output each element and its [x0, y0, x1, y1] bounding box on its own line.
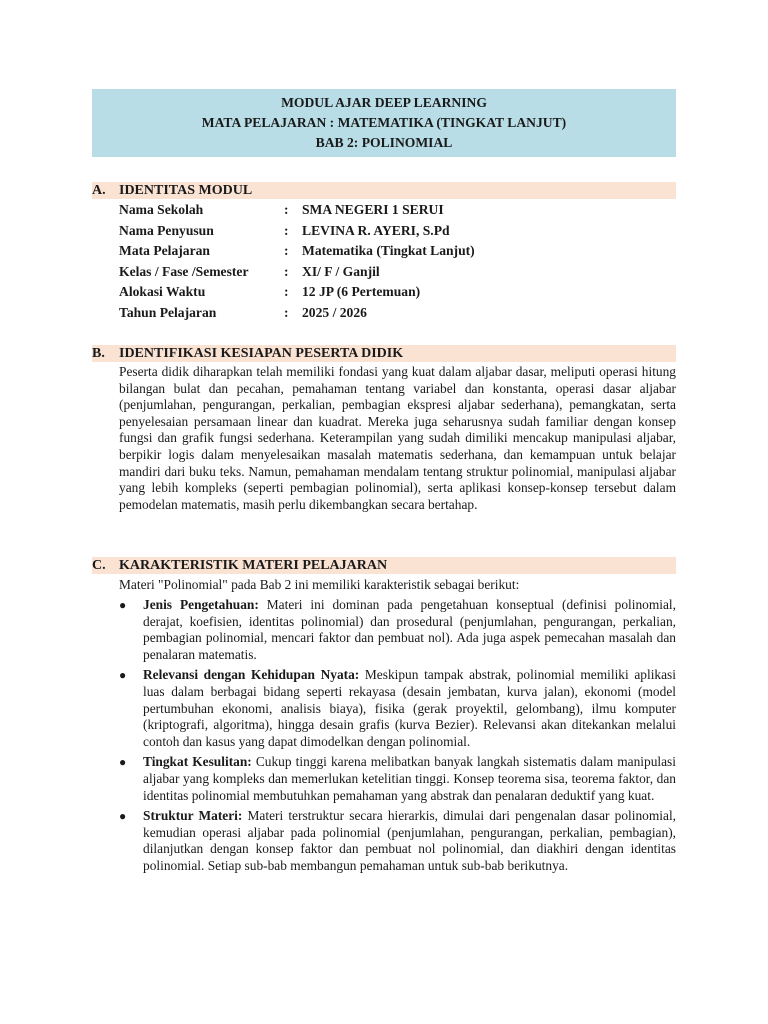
- identity-label: Nama Penyusun: [119, 222, 214, 238]
- identity-value: 12 JP (6 Pertemuan): [302, 284, 421, 300]
- bullet-icon: ●: [119, 809, 127, 824]
- section-b-title: IDENTIFIKASI KESIAPAN PESERTA DIDIK: [119, 346, 404, 361]
- section-b-letter: B.: [92, 346, 105, 361]
- chapter-title: BAB 2: POLINOMIAL: [315, 135, 453, 150]
- section-c-heading: [92, 557, 676, 574]
- bullet-icon: ●: [119, 668, 127, 683]
- bullet-icon: ●: [119, 598, 127, 612]
- list-item-term: Relevansi dengan Kehidupan Nyata:: [143, 667, 360, 683]
- identity-label: Tahun Pelajaran: [119, 304, 217, 320]
- identity-value: Matematika (Tingkat Lanjut): [302, 243, 475, 259]
- identity-label: Kelas / Fase /Semester: [119, 263, 249, 279]
- readiness-paragraph: Peserta didik diharapkan telah memiliki fondasi yang kuat dalam aljabar dasar, meliputi operasi hitung bilangan bulat dan pecahan, pemahaman tentang variabel dan konstanta, operasi dasar aljabar (penjumlahan, pengurangan, perkalian, pembagian ekspresi aljabar sederhana), pemangkatan, serta penyelesaian persamaan linear dan kuadrat. Mereka juga seharusnya sudah familiar dengan konsep fungsi dan grafik fungsi sederhana. Keterampilan yang sudah dimiliki mencakup manipulasi aljabar, berpikir logis dalam menyelesaikan masalah matematis sederhana, dan kemampuan untuk belajar mandiri dari buku teks. Namun, pemahaman mendalam tentang struktur polinomial, manipulasi aljabar yang lebih kompleks (seperti pembagian polinomial), serta aplikasi konsep-konsep tersebut dalam pemodelan matematis, masih perlu dikembangkan secara bertahap.: [119, 364, 676, 512]
- identity-value: SMA NEGERI 1 SERUI: [302, 202, 444, 217]
- document-title-box: [92, 89, 676, 157]
- identity-separator: :: [284, 202, 289, 217]
- identity-separator: :: [284, 263, 289, 279]
- characteristics-intro: Materi "Polinomial" pada Bab 2 ini memiliki karakteristik sebagai berikut:: [119, 577, 520, 592]
- identity-separator: :: [284, 304, 289, 320]
- characteristics-list: [119, 597, 676, 879]
- section-b-heading: [92, 345, 676, 362]
- section-a-title: IDENTITAS MODUL: [119, 183, 253, 198]
- identity-label: Alokasi Waktu: [119, 284, 206, 300]
- subject-title: MATA PELAJARAN : MATEMATIKA (TINGKAT LANJUT): [201, 115, 567, 130]
- section-c-letter: C.: [92, 558, 106, 573]
- list-item-term: Tingkat Kesulitan:: [143, 754, 252, 770]
- list-item-text: Materi ini dominan pada pengetahuan konseptual (definisi polinomial, derajat, koefisien, identitas polinomial) dan prosedural (penjumlahan, pengurangan, perkalian, pembagian polinomial, mencari faktor dan pembuat nol). Ada juga aspek pemecahan masalah dan penalaran matematis.: [143, 597, 676, 662]
- list-item: [119, 754, 676, 804]
- identity-separator: :: [284, 284, 289, 300]
- section-a-letter: A.: [92, 183, 106, 198]
- identity-separator: :: [284, 222, 289, 238]
- identity-value: 2025 / 2026: [302, 304, 367, 320]
- identity-label: Nama Sekolah: [119, 202, 204, 217]
- list-item: [119, 597, 676, 663]
- document-title: MODUL AJAR DEEP LEARNING: [281, 95, 487, 110]
- list-item-text: Cukup tinggi karena melibatkan banyak langkah sistematis dalam manipulasi aljabar yang kompleks dan memerlukan ketelitian tinggi. Konsep teorema sisa, teorema faktor, dan identitas polinomial membutuhkan pemahaman yang abstrak dan penalaran deduktif yang kuat.: [143, 754, 676, 803]
- list-item: [119, 667, 676, 750]
- list-item-term: Struktur Materi:: [143, 808, 243, 824]
- bullet-icon: ●: [119, 755, 127, 770]
- section-c-title: KARAKTERISTIK MATERI PELAJARAN: [119, 558, 388, 573]
- list-item-text: Meskipun tampak abstrak, polinomial memiliki aplikasi luas dalam berbagai bidang seperti rekayasa (desain jembatan, kurva jalan), ekonomi (model pertumbuhan ekonomi, analisis biaya), fisika (gerak proyektil, gelombang), ilmu komputer (kriptografi, algoritma), hingga desain grafis (kurva Bezier). Relevansi akan ditekankan melalui contoh dan kasus yang dapat dimodelkan dengan polinomial.: [143, 667, 676, 749]
- list-item-term: Jenis Pengetahuan:: [143, 597, 259, 612]
- identity-value: LEVINA R. AYERI, S.Pd: [302, 222, 450, 238]
- identity-label: Mata Pelajaran: [119, 243, 210, 259]
- list-item: [119, 808, 676, 874]
- identity-value: XI/ F / Ganjil: [302, 263, 380, 279]
- identity-separator: :: [284, 243, 289, 259]
- section-a-heading: [92, 182, 676, 199]
- list-item-text: Materi terstruktur secara hierarkis, dimulai dari pengenalan dasar polinomial, kemudian operasi aljabar pada polinomial (penjumlahan, pengurangan, perkalian, pembagian), dilanjutkan dengan konsep faktor dan pembuat nol polinomial, dan diakhiri dengan identitas polinomial. Setiap sub-bab membangun pemahaman untuk sub-bab berikutnya.: [143, 808, 677, 873]
